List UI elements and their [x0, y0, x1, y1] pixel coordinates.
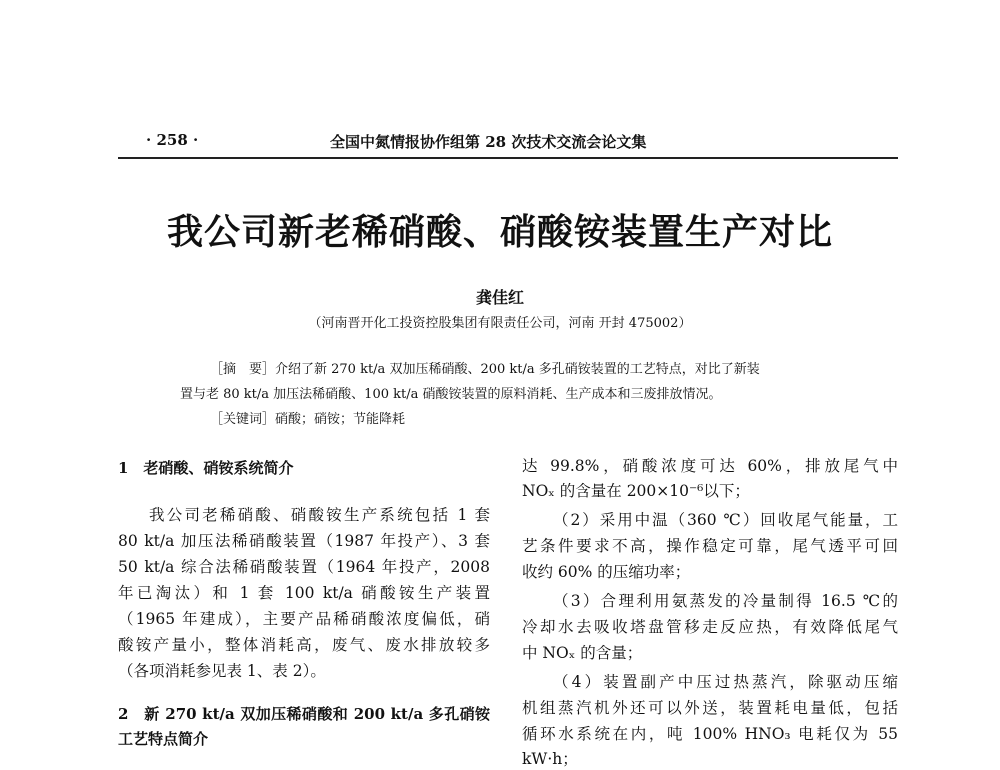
paragraph-line: 50 kt/a 综合法稀硝酸装置（1964 年投产，2008 — [118, 558, 490, 576]
keywords: ［关键词］硝酸；硝铵；节能降耗 — [210, 412, 406, 427]
paragraph-line: kW·h； — [522, 750, 578, 768]
paragraph-line — [522, 671, 898, 693]
running-title: 全国中氮情报协作组第 28 次技术交流会论文集 — [330, 133, 647, 151]
paragraph-line: NOₓ 的含量在 200×10⁻⁶以下； — [522, 482, 750, 500]
section-heading: 1 老硝酸、硝铵系统简介 — [118, 459, 294, 477]
paragraph-line: 收约 60% 的压缩功率； — [522, 563, 691, 581]
page-number: · 258 · — [146, 131, 199, 149]
text: （4）装置副产中压过热蒸汽，除驱动压缩 — [553, 673, 898, 691]
paragraph-line: （1965 年建成），主要产品稀硝酸浓度偏低，硝 — [118, 610, 490, 628]
paragraph-line: 80 kt/a 加压法稀硝酸装置（1987 年投产）、3 套 — [118, 532, 490, 550]
abstract-line: 置与老 80 kt/a 加压法稀硝酸、100 kt/a 硝酸铵装置的原料消耗、生产成本和三废排放情况。 — [180, 387, 722, 402]
paragraph-line: 循环水系统在内，吨 100% HNO₃ 电耗仅为 55 — [522, 725, 898, 743]
paper-title: 我公司新老稀硝酸、硝酸铵装置生产对比 — [166, 211, 833, 253]
author: 龚佳红 — [475, 288, 524, 307]
header-rule — [118, 157, 898, 159]
paragraph-line: 达 99.8%，硝酸浓度可达 60%，排放尾气中 — [522, 457, 898, 475]
paragraph-line — [522, 509, 898, 531]
paragraph-line: 机组蒸汽机外还可以外送，装置耗电量低，包括 — [522, 699, 898, 717]
text: （3）合理利用氨蒸发的冷量制得 16.5 ℃的 — [553, 592, 898, 610]
section-heading: 工艺特点简介 — [118, 730, 209, 748]
paragraph-line: 中 NOₓ 的含量； — [522, 644, 643, 662]
paragraph-line: （各项消耗参见表 1、表 2）。 — [118, 662, 326, 680]
paragraph-line: 年已淘汰）和 1 套 100 kt/a 硝酸铵生产装置 — [118, 584, 490, 602]
text: （2）采用中温（360 ℃）回收尾气能量，工 — [553, 511, 898, 529]
text: 我公司老稀硝酸、硝酸铵生产系统包括 1 套 — [149, 506, 490, 524]
abstract-line: ［摘 要］介绍了新 270 kt/a 双加压稀硝酸、200 kt/a 多孔硝铵装置的工艺特点，对比了新装 — [210, 362, 760, 377]
paragraph-line: 酸铵产量小，整体消耗高，废气、废水排放较多 — [118, 636, 490, 654]
paragraph-line: 艺条件要求不高，操作稳定可靠，尾气透平可回 — [522, 537, 898, 555]
paragraph-line — [522, 590, 898, 612]
paragraph-line — [118, 504, 490, 526]
section-heading: 2 新 270 kt/a 双加压稀硝酸和 200 kt/a 多孔硝铵 — [118, 705, 490, 723]
affiliation: （河南晋开化工投资控股集团有限责任公司，河南 开封 475002） — [308, 316, 692, 331]
paragraph-line: 冷却水去吸收塔盘管移走反应热，有效降低尾气 — [522, 618, 898, 636]
